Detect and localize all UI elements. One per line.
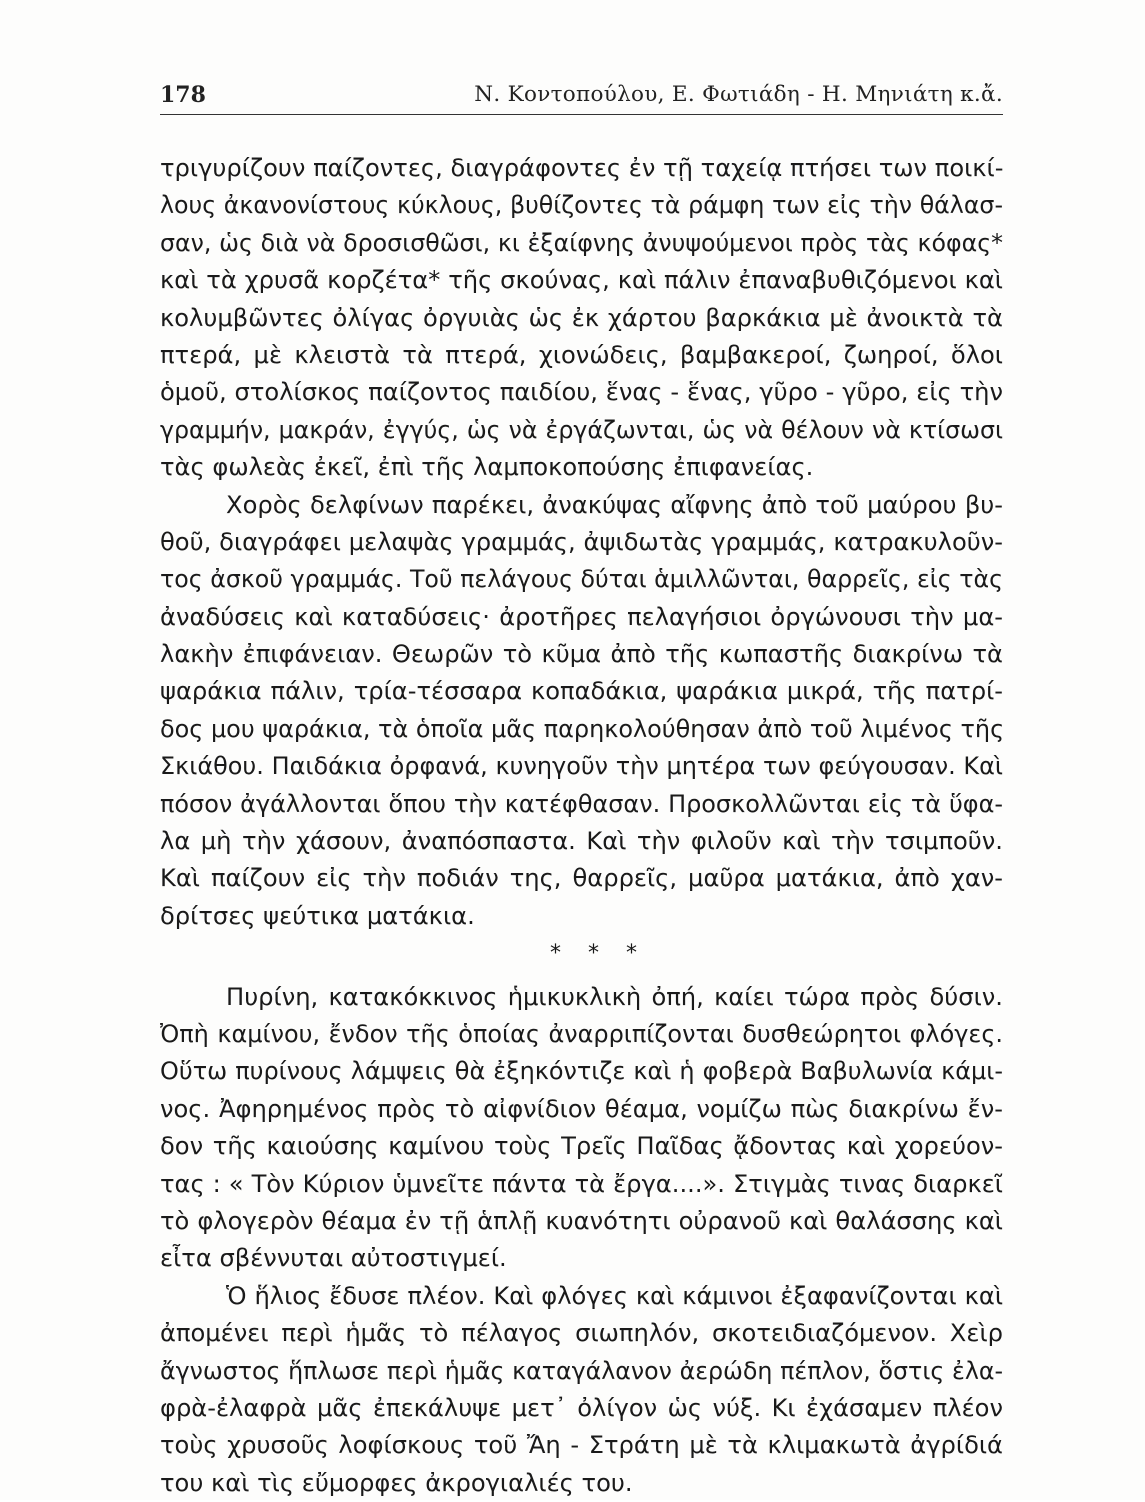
text-line: γραμμήν, μακράν, ἐγγύς, ὡς νὰ ἐργάζωνται, ὡς νὰ θέλουν νὰ κτίσωσι <box>160 415 1003 444</box>
text-line: τὸ φλογερὸν θέαμα ἐν τῇ ἁπλῇ κυανότητι οὐρανοῦ καὶ θαλάσσης καὶ <box>160 1206 1003 1235</box>
text-line: σαν, ὡς διὰ νὰ δροσισθῶσι, κι ἐξαίφνης ἀνυψούμενοι πρὸς τὰς κόφας* <box>160 228 1003 257</box>
text-line: εἶτα σβέννυται αὐτοστιγμεί. <box>160 1244 507 1273</box>
text-line: ἄγνωστος ἥπλωσε περὶ ἡμᾶς καταγάλανον ἀερώδη πέπλον, ὅστις ἐλα- <box>160 1356 1003 1385</box>
text-line: Σκιάθου. Παιδάκια ὀρφανά, κυνηγοῦν τὴν μητέρα των φεύγουσαν. Καὶ <box>160 752 1003 781</box>
text-line: νος. Ἀφηρημένος πρὸς τὸ αἰφνίδιον θέαμα, νομίζω πὼς διακρίνω ἔν- <box>160 1094 1003 1123</box>
text-line: θοῦ, διαγράφει μελαψὰς γραμμάς, ἀψιδωτὰς γραμμάς, κατρακυλοῦν- <box>160 527 1003 556</box>
body-text <box>160 150 1003 1502</box>
text-line: ὁμοῦ, στολίσκος παίζοντος παιδίου, ἕνας - ἕνας, γῦρο - γῦρο, εἰς τὴν <box>160 378 1003 407</box>
paragraph <box>160 979 1003 1278</box>
paragraph <box>160 150 1003 487</box>
text-line: τὰς φωλεὰς ἐκεῖ, ἐπὶ τῆς λαμποκοπούσης ἐπιφανείας. <box>160 453 814 482</box>
text-line: τριγυρίζουν παίζοντες, διαγράφοντες ἐν τῇ ταχείᾳ πτήσει των ποικί- <box>160 154 1004 182</box>
text-line: Οὕτω πυρίνους λάμψεις θὰ ἐξηκόντιζε καὶ ἡ φοβερὰ Βαβυλωνία κάμι- <box>160 1057 1003 1086</box>
text-line: τας : « Τὸν Κύριον ὑμνεῖτε πάντα τὰ ἔργα....». Στιγμὰς τινας διαρκεῖ <box>160 1169 1003 1198</box>
text-line: φρὰ-ἐλαφρὰ μᾶς ἐπεκάλυψε μετ᾿ ὀλίγον ὡς νύξ. Κι ἐχάσαμεν πλέον <box>160 1393 1003 1422</box>
section-separator: * * * <box>550 941 647 967</box>
text-line: δον τῆς καιούσης καμίνου τοὺς Τρεῖς Παῖδας ᾄδοντας καὶ χορεύον- <box>160 1132 1003 1161</box>
text-line: πόσον ἀγάλλονται ὅπου τὴν κατέφθασαν. Προσκολλῶνται εἰς τὰ ὕφα- <box>160 789 1003 818</box>
text-line: τος ἀσκοῦ γραμμάς. Τοῦ πελάγους δύται ἁμιλλῶνται, θαρρεῖς, εἰς τὰς <box>160 565 1003 594</box>
text-line: δρίτσες ψεύτικα ματάκια. <box>160 901 475 930</box>
text-line: κολυμβῶντες ὀλίγας ὀργυιὰς ὡς ἐκ χάρτου βαρκάκια μὲ ἀνοικτὰ τὰ <box>160 303 1003 332</box>
text-line: δος μου ψαράκια, τὰ ὁποῖα μᾶς παρηκολούθησαν ἀπὸ τοῦ λιμένος τῆς <box>160 714 1005 743</box>
text-line: Ὀπὴ καμίνου, ἔνδον τῆς ὁποίας ἀναρριπίζονται δυσθεώρητοι φλόγες. <box>160 1019 1003 1048</box>
text-line: ἀπομένει περὶ ἡμᾶς τὸ πέλαγος σιωπηλόν, σκοτειδιαζόμενον. Χεὶρ <box>160 1319 1003 1348</box>
text-line: Ὁ ἥλιος ἔδυσε πλέον. Καὶ φλόγες καὶ κάμινοι ἐξαφανίζονται καὶ <box>226 1281 1003 1310</box>
text-line: τοὺς χρυσοῦς λοφίσκους τοῦ Ἄη - Στράτη μὲ τὰ κλιμακωτὰ ἀγρίδιά <box>160 1431 1003 1460</box>
page-header <box>160 78 1003 115</box>
text-line: Χορὸς δελφίνων παρέκει, ἀνακύψας αἴφνης ἀπὸ τοῦ μαύρου βυ- <box>226 490 1003 519</box>
text-line: Πυρίνη, κατακόκκινος ἡμικυκλικὴ ὀπή, καίει τώρα πρὸς δύσιν. <box>226 982 1003 1011</box>
text-line: λα μὴ τὴν χάσουν, ἀναπόσπαστα. Καὶ τὴν φιλοῦν καὶ τὴν τσιμποῦν. <box>160 827 1003 856</box>
running-head: Ν. Κοντοπούλου, Ε. Φωτιάδη - Η. Μηνιάτη κ.ἄ. <box>474 82 1003 107</box>
text-line: του καὶ τὶς εὔμορφες ἀκρογιαλιές του. <box>160 1468 633 1497</box>
text-line: λους ἀκανονίστους κύκλους, βυθίζοντες τὰ ράμφη των εἰς τὴν θάλασ- <box>160 191 1003 220</box>
paragraph <box>160 487 1003 936</box>
paragraph <box>160 1278 1003 1502</box>
text-line: λακὴν ἐπιφάνειαν. Θεωρῶν τὸ κῦμα ἀπὸ τῆς κωπαστῆς διακρίνω τὰ <box>160 640 1003 669</box>
text-line: ψαράκια πάλιν, τρία-τέσσαρα κοπαδάκια, ψαράκια μικρά, τῆς πατρί- <box>160 677 1003 706</box>
text-line: καὶ τὰ χρυσᾶ κορζέτα* τῆς σκούνας, καὶ πάλιν ἐπαναβυθιζόμενοι καὶ <box>160 266 1003 295</box>
text-line: πτερά, μὲ κλειστὰ τὰ πτερά, χιονώδεις, βαμβακεροί, ζωηροί, ὅλοι <box>160 340 1003 369</box>
page-number: 178 <box>160 82 206 108</box>
text-line: ἀναδύσεις καὶ καταδύσεις· ἀροτῆρες πελαγήσιοι ὀργώνουσι τὴν μα- <box>160 602 1003 631</box>
text-line: Καὶ παίζουν εἰς τὴν ποδιάν της, θαρρεῖς, μαῦρα ματάκια, ἀπὸ χαν- <box>160 864 1003 893</box>
